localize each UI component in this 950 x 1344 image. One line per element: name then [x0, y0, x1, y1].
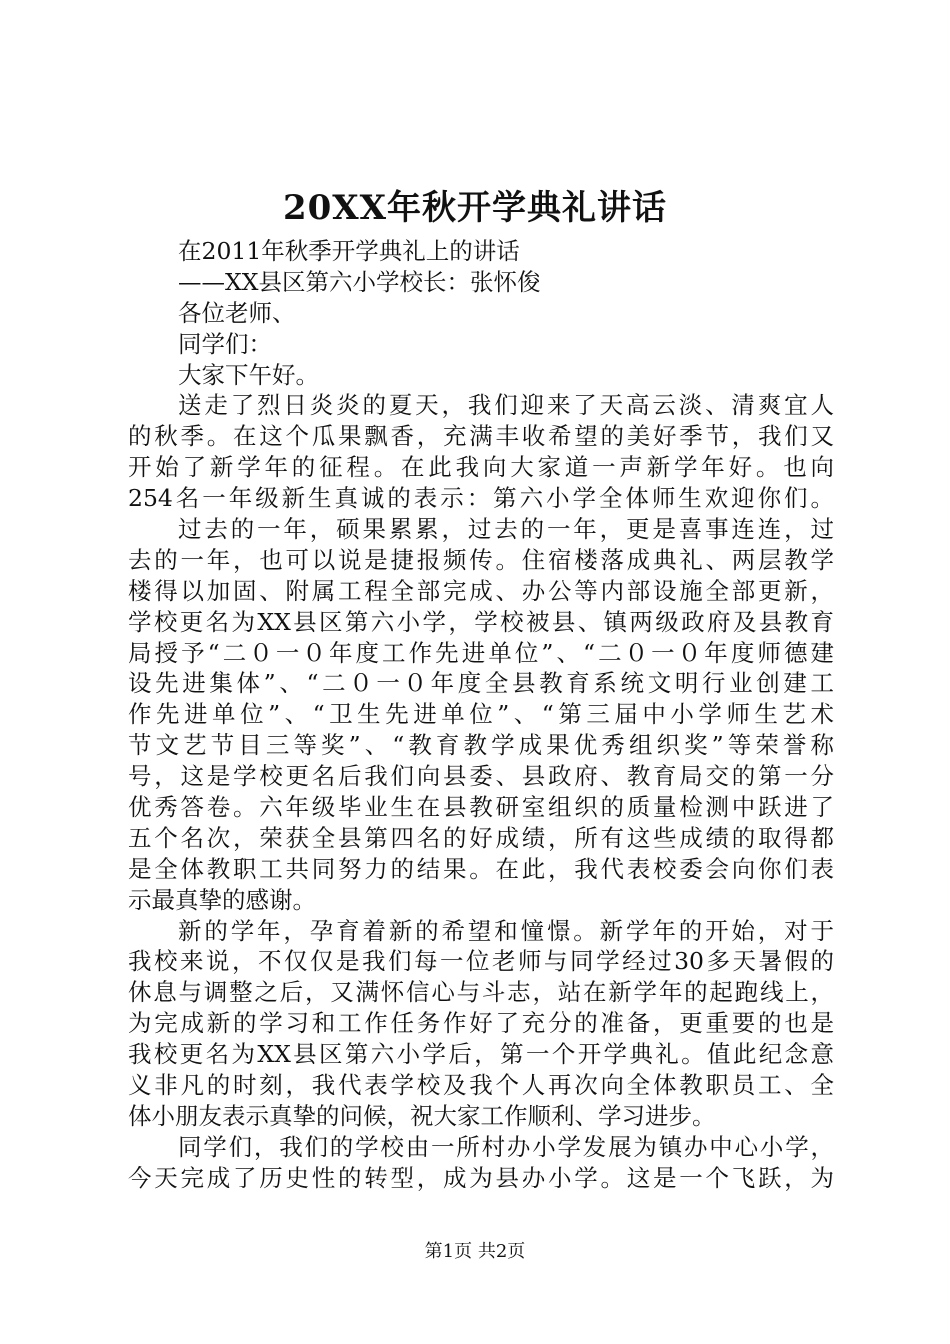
text-line: 过去的一年，硕果累累，过去的一年，更是喜事连连，过	[178, 515, 834, 544]
page-footer: 第1页 共2页	[424, 1241, 526, 1262]
text-line: 的秋季。在这个瓜果飘香，充满丰收希望的美好季节，我们又	[128, 422, 834, 451]
document-body	[128, 236, 834, 1194]
text-line: 开始了新学年的征程。在此我向大家道一声新学年好。也向	[128, 453, 834, 482]
text-line: 各位老师、	[178, 298, 296, 327]
text-line: ——XX县区第六小学校长：张怀俊	[178, 267, 541, 296]
text-line: 254名一年级新生真诚的表示：第六小学全体师生欢迎你们。	[128, 484, 834, 513]
text-line: 节文艺节目三等奖”、“教育教学成果优秀组织奖”等荣誉称	[128, 731, 834, 760]
text-line: 我校来说，不仅仅是我们每一位老师与同学经过30多天暑假的	[128, 947, 834, 976]
text-line: 楼得以加固、附属工程全部完成、办公等内部设施全部更新，	[128, 576, 834, 605]
text-line: 同学们，我们的学校由一所村办小学发展为镇办中心小学，	[178, 1132, 834, 1161]
text-line: 号，这是学校更名后我们向县委、县政府、教育局交的第一分	[128, 762, 834, 791]
text-line: 设先进集体”、“二０一０年度全县教育系统文明行业创建工	[128, 669, 834, 698]
text-line: 义非凡的时刻，我代表学校及我个人再次向全体教职员工、全	[128, 1071, 834, 1100]
text-line: 今天完成了历史性的转型，成为县办小学。这是一个飞跃，为	[128, 1163, 834, 1192]
text-line: 作先进单位”、“卫生先进单位”、“第三届中小学师生艺术	[128, 700, 834, 729]
text-line: 学校更名为XX县区第六小学，学校被县、镇两级政府及县教育	[128, 607, 834, 636]
text-line: 休息与调整之后，又满怀信心与斗志，站在新学年的起跑线上，	[128, 978, 834, 1007]
text-line: 为完成新的学习和工作任务作好了充分的准备，更重要的也是	[128, 1009, 834, 1038]
text-line: 送走了烈日炎炎的夏天，我们迎来了天高云淡、清爽宜人	[178, 391, 834, 420]
text-line: 是全体教职工共同努力的结果。在此，我代表校委会向你们表	[128, 854, 834, 883]
text-line: 新的学年，孕育着新的希望和憧憬。新学年的开始，对于	[178, 916, 834, 945]
document-title: 20XX年秋开学典礼讲话	[282, 188, 668, 228]
text-line: 我校更名为XX县区第六小学后，第一个开学典礼。值此纪念意	[128, 1040, 834, 1069]
text-line: 同学们：	[178, 329, 272, 358]
text-line: 去的一年，也可以说是捷报频传。住宿楼落成典礼、两层教学	[128, 545, 834, 574]
text-line: 局授予“二０一０年度工作先进单位”、“二０一０年度师德建	[128, 638, 834, 667]
text-line: 示最真挚的感谢。	[128, 885, 316, 914]
text-line: 体小朋友表示真挚的问候，祝大家工作顺利、学习进步。	[128, 1101, 716, 1130]
text-line: 在2011年秋季开学典礼上的讲话	[178, 237, 520, 265]
text-line: 大家下午好。	[178, 360, 319, 389]
text-line: 五个名次，荣获全县第四名的好成绩，所有这些成绩的取得都	[128, 823, 834, 852]
text-line: 优秀答卷。六年级毕业生在县教研室组织的质量检测中跃进了	[128, 793, 834, 822]
